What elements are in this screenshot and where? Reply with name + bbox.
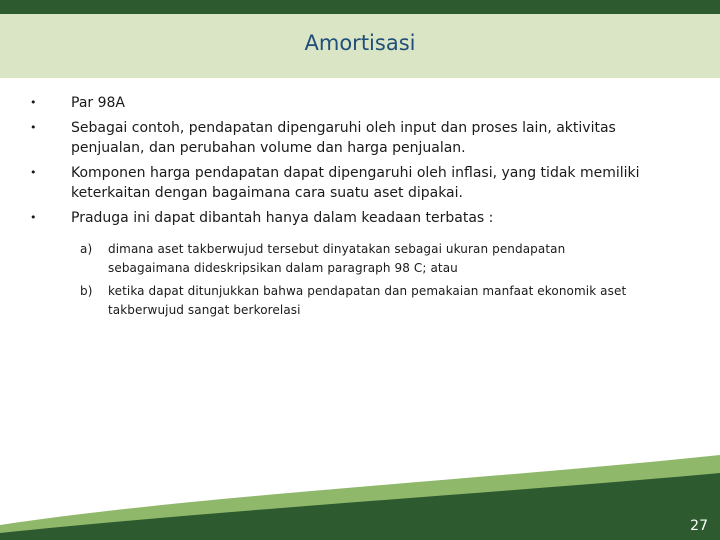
bullet-text: Praduga ini dapat dibantah hanya dalam keadaan terbatas : <box>71 210 494 226</box>
page-number: 27 <box>690 518 708 534</box>
bullet-text: Par 98A <box>71 95 125 111</box>
sub-item <box>80 282 640 320</box>
bullet-item <box>30 118 670 158</box>
bullet-item <box>30 93 670 113</box>
bullet-marker: • <box>30 96 37 109</box>
footer-swoosh <box>0 455 720 540</box>
sub-item <box>80 240 640 278</box>
sub-list <box>80 240 640 324</box>
bullet-item <box>30 163 670 203</box>
sub-text: ketika dapat ditunjukkan bahwa pendapatan dan pemakaian manfaat ekonomik aset takberwujud sangat berkorelasi <box>108 284 627 317</box>
bullet-marker: • <box>30 121 37 134</box>
bullet-text: Sebagai contoh, pendapatan dipengaruhi oleh input dan proses lain, aktivitas penjualan, dan perubahan volume dan harga penjualan. <box>71 120 616 156</box>
bullet-list <box>30 93 670 233</box>
sub-text: dimana aset takberwujud tersebut dinyatakan sebagai ukuran pendapatan sebagaimana dideskripsikan dalam paragraph 98 C; atau <box>108 242 566 275</box>
bullet-marker: • <box>30 211 37 224</box>
bullet-text: Komponen harga pendapatan dapat dipengaruhi oleh inflasi, yang tidak memiliki keterkaitan dengan bagaimana cara suatu aset dipakai. <box>71 165 640 201</box>
bullet-item <box>30 208 670 228</box>
sub-marker: a) <box>80 242 93 256</box>
top-bar <box>0 0 720 14</box>
bullet-marker: • <box>30 166 37 179</box>
sub-marker: b) <box>80 284 93 298</box>
slide-title: Amortisasi <box>304 31 416 55</box>
